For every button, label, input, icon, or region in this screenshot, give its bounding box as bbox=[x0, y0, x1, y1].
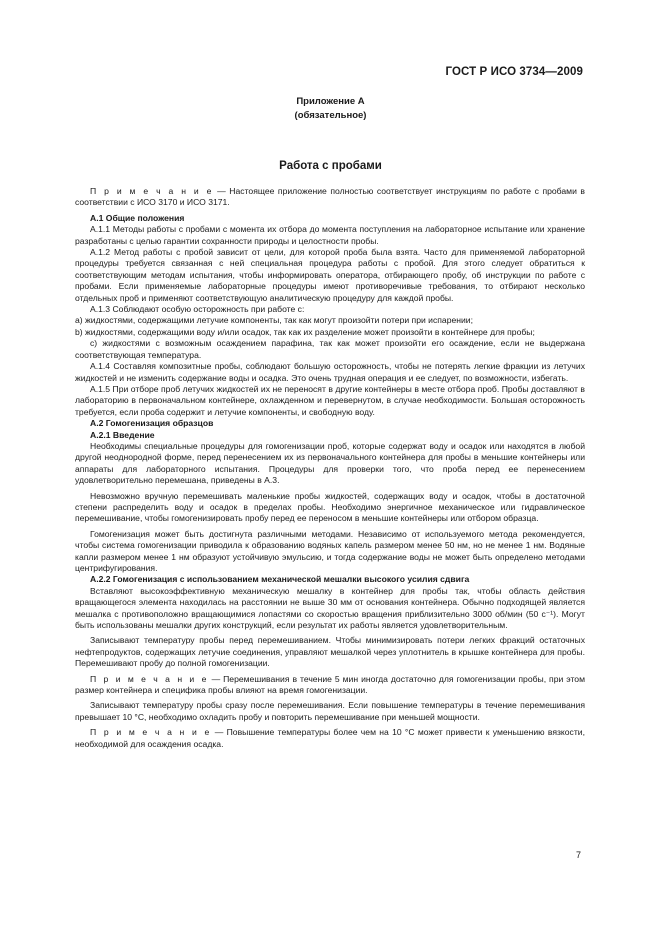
paragraph: Необходимы специальные процедуры для гомогенизации проб, которые содержат воду и осадок или находятся в любой другой неоднородной форме, перед перенесением их из первоначального контейнера для пробы в меньшие контейнеры или аппараты для лабораторного испытания. Процедуры для проверки того, что проба перед ее перенесением удовлетворительно перемешана, приведены в А.3. bbox=[75, 440, 585, 486]
section-heading: А.1 Общие положения bbox=[90, 212, 185, 223]
note-label: П р и м е ч а н и е bbox=[90, 186, 214, 196]
paragraph: Записывают температуру пробы сразу после перемешивания. Если повышение температуры в течение перемешивания превышает 10 °С, необходимо охладить пробу и повторить перемешивание при меньшей мощности. bbox=[75, 700, 585, 722]
paragraph: А.1.4 Составляя композитные пробы, соблюдают большую осторожность, чтобы не потерять легкие фракции из летучих жидкостей и не изменить содержание воды и осадка. Это очень трудная операция и ее следует, по возможности, избегать. bbox=[75, 361, 585, 383]
paragraph: Невозможно вручную перемешивать маленькие пробы жидкостей, содержащих воду и осадок, чтобы в достаточной степени распределить воду и осадок в пределах пробы. Необходимо энергичное механическое или гидравлическое перемешивание, чтобы гомогенизировать пробу перед ее переносом в меньшие контейнеры или отбором образца. bbox=[75, 490, 585, 524]
subsection-heading: А.2.1 Введение bbox=[90, 429, 155, 440]
subsection-heading: А.2.2 Гомогенизация с использованием механической мешалки высокого усилия сдвига bbox=[90, 574, 470, 585]
note-label: П р и м е ч а н и е bbox=[90, 727, 212, 738]
note-text: — Настоящее приложение полностью соответствует инструкциям по работе с пробами в соответствии с ИСО 3170 и ИСО 3171. bbox=[75, 186, 585, 208]
annex-status: (обязательное) bbox=[294, 110, 367, 121]
page-number: 7 bbox=[575, 850, 581, 860]
note-paragraph bbox=[75, 727, 585, 750]
note-label: П р и м е ч а н и е bbox=[90, 673, 209, 684]
page-title: Работа с пробами bbox=[279, 160, 382, 172]
paragraph: А.1.1 Методы работы с пробами с момента их отбора до момента поступления на лабораторное испытание или хранение разработаны с целью гарантии сохранности природы и целостности пробы. bbox=[75, 224, 585, 246]
paragraph: А.1.2 Метод работы с пробой зависит от цели, для которой проба была взята. Часто для применяемой лабораторной процедуры требуется связанная с ней специальная процедура работы с пробой. Для этого следует обратиться к соответствующим методам испытания, чтобы информировать оператора, отбирающего пробу, об инструкции по работе с пробами. Если применяемые лабораторные процедуры имеют противоречивые требования, то отбирают несколько отдельных проб и применяют соответствующую аналитическую процедуру для каждой пробы. bbox=[75, 247, 585, 303]
list-item: b) жидкостями, содержащими воду и/или осадок, так как их разделение может произойти в контейнере для пробы; bbox=[75, 326, 535, 337]
document-body bbox=[75, 186, 585, 750]
section-heading: А.2 Гомогенизация образцов bbox=[90, 418, 214, 429]
paragraph: Гомогенизация может быть достигнута различными методами. Независимо от используемого метода рекомендуется, чтобы система гомогенизации приводила к образованию водяных капель размером менее 50 нм, но не менее 1 нм. Водяные капли размером менее 1 нм образуют устойчивую эмульсию, и тогда содержание воды не может быть определено методами центрифугирования. bbox=[75, 528, 585, 573]
list-item: a) жидкостями, содержащими летучие компоненты, так как могут произойти потери при испарении; bbox=[75, 315, 473, 326]
paragraph: Вставляют высокоэффективную механическую мешалку в контейнер для пробы так, чтобы область действия вращающегося элемента находилась на расстоянии не выше 30 мм от основания контейнера. Обычно подходящей является мешалка с противоположно вращающимися лопастями со скоростью вращения приблизительно 3000 об/мин (50 с⁻¹). Могут быть использованы мешалки других конструкций, если результат их работы является удовлетворительным. bbox=[75, 585, 585, 631]
annex-label: Приложение А bbox=[296, 96, 365, 107]
paragraph: Записывают температуру пробы перед перемешиванием. Чтобы минимизировать потери легких фракций остаточных нефтепродуктов, содержащих летучие соединения, управляют мешалкой через уплотнитель в крышке контейнера для пробы. Перемешивают пробу до полной гомогенизации. bbox=[75, 635, 585, 669]
note-paragraph bbox=[75, 186, 585, 209]
note-paragraph bbox=[75, 674, 585, 697]
note-text: — Повышение температуры более чем на 10 °С может привести к уменьшению вязкости, необходимой для осаждения осадка. bbox=[75, 727, 585, 749]
paragraph: А.1.5 При отборе проб летучих жидкостей их не переносят в другие контейнеры в месте отбора проб. Пробы доставляют в лабораторию в первоначальном контейнере, охлажденном и перевернутом, в случае необходимости. Большая осторожность требуется, если проба содержит и летучие компоненты, и свободную воду. bbox=[75, 383, 585, 417]
annex-heading bbox=[0, 95, 661, 123]
document-header: ГОСТ Р ИСО 3734—2009 bbox=[445, 66, 583, 78]
list-item: c) жидкостями с возможным осаждением парафина, так как может произойти его осаждение, если не выдержана соответствующая температура. bbox=[75, 338, 585, 360]
note-text: — Перемешивания в течение 5 мин иногда достаточно для гомогенизации пробы, при этом размер контейнера и специфика пробы влияют на время гомогенизации. bbox=[75, 673, 585, 696]
paragraph: А.1.3 Соблюдают особую осторожность при работе с: bbox=[90, 304, 305, 315]
